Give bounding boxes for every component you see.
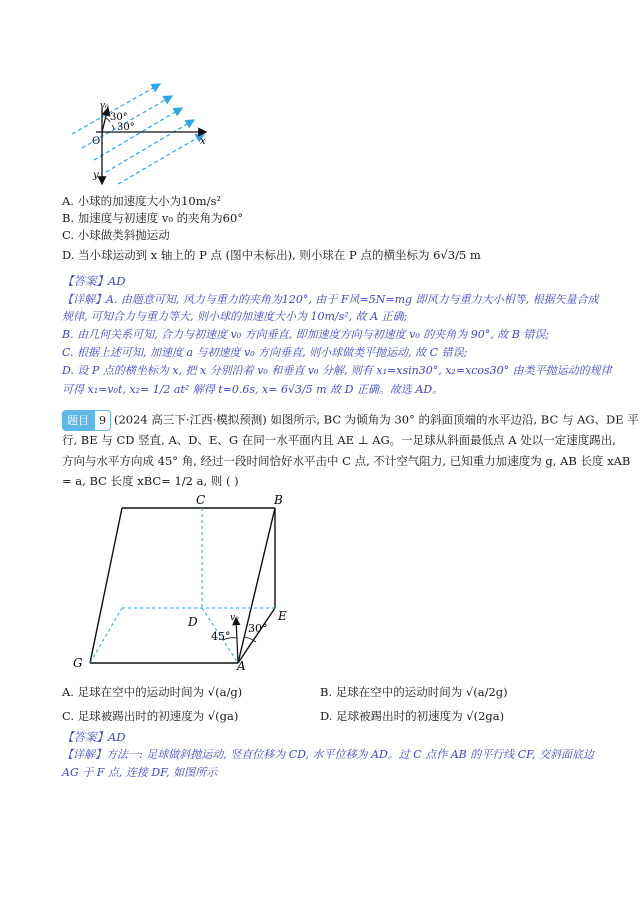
label-v0-2: v₀ — [230, 613, 239, 623]
option-9a: A. 足球在空中的运动时间为 √(a/g) — [62, 685, 243, 699]
v0-arrow — [102, 108, 108, 132]
option-9d: D. 足球被踢出时的初速度为 √(2ga) — [320, 709, 505, 723]
explain-9-line-2: AG 于 F 点, 连接 DF, 如图所示 — [62, 766, 218, 779]
explain-1-line-6: 可得 x₁=v₀t, x₂= 1/2 at² 解得 t=0.6s, x= 6√3/5 m 故 D 正确。故选 AD。 — [62, 383, 444, 396]
label-x: x — [200, 136, 206, 147]
label-E: E — [278, 609, 287, 623]
explain-1-line-4: C. 根据上述可知, 加速度 a 与初速度 v₀ 方向垂直, 则小球做类平抛运动, 故 C 错误; — [62, 346, 468, 359]
option-1c: C. 小球做类斜抛运动 — [62, 228, 170, 242]
label-30-upper: 30° — [110, 112, 128, 123]
answer-9: 【答案】AD — [62, 730, 126, 744]
question-number: 9 — [94, 410, 111, 431]
question-badge: 题目 — [62, 410, 94, 431]
option-1b: B. 加速度与初速度 v₀ 的夹角为60° — [62, 211, 244, 225]
explain-9-line-1: 【详解】方法一: 足球做斜抛运动, 竖直位移为 CD, 水平位移为 AD。过 C 点作 AB 的平行线 CF, 交斜面底边 — [62, 748, 595, 761]
explain-1-line-3: B. 由几何关系可知, 合力与初速度 v₀ 方向垂直, 即加速度方向与初速度 v₀ 的夹角为 90°, 故 B 错误; — [62, 328, 550, 341]
label-y: y — [93, 170, 99, 181]
option-1d: D. 当小球运动到 x 轴上的 P 点 (图中未标出), 则小球在 P 点的横坐标为 6√3/5 m — [62, 248, 481, 262]
label-A: A — [237, 659, 246, 670]
figure-slope-diagram — [70, 490, 300, 670]
label-G: G — [73, 656, 83, 670]
question-9-text-1: (2024 高三下·江西·模拟预测) 如图所示, BC 为倾角为 30° 的斜面顶端的水平边沿, BC 与 AG、DE 平 — [114, 412, 639, 427]
answer-1: 【答案】AD — [62, 274, 126, 288]
label-D: D — [188, 615, 198, 629]
label-B: B — [274, 493, 283, 507]
option-9c: C. 足球被踢出时的初速度为 √(ga) — [62, 709, 239, 723]
label-origin: O — [92, 136, 101, 147]
label-30-lower: 30° — [117, 122, 135, 133]
wind-lines — [72, 84, 204, 184]
question-9-line-1 — [62, 410, 639, 431]
label-45: 45° — [211, 630, 231, 643]
label-C: C — [196, 493, 206, 507]
question-9-line-2: 行, BE 与 CD 竖直, A、D、E、G 在同一水平面内且 AE ⊥ AG。一足球从斜面最低点 A 处以一定速度踢出, — [62, 433, 616, 447]
explain-1-line-5: D. 设 P 点的横坐标为 x, 把 x 分别沿着 v₀ 和垂直 v₀ 分解, 则有 x₁=xsin30°, x₂=xcos30° 由类平抛运动的规律 — [62, 364, 612, 377]
option-1a: A. 小球的加速度大小为10m/s² — [62, 194, 222, 208]
question-9-line-4: = a, BC 长度 xBC= 1/2 a, 则 ( ) — [62, 474, 239, 488]
figure-wind-diagram — [60, 78, 220, 190]
explain-1-line-1: 【详解】A. 由题意可知, 风力与重力的夹角为120°, 由于 F风=5N=mg 即风力与重力大小相等, 根据矢量合成 — [62, 293, 599, 306]
label-30-2: 30° — [248, 622, 268, 635]
question-9-line-3: 方向与水平方向成 45° 角, 经过一段时间恰好水平击中 C 点, 不计空气阻力, 已知重力加速度为 g, AB 长度 xAB — [62, 454, 631, 468]
explain-1-line-2: 规律, 可知合力与重力等大, 则小球的加速度大小为 10m/s², 故 A 正确; — [62, 310, 408, 323]
label-v0: v₀ — [100, 101, 109, 111]
option-9b: B. 足球在空中的运动时间为 √(a/2g) — [320, 685, 508, 699]
